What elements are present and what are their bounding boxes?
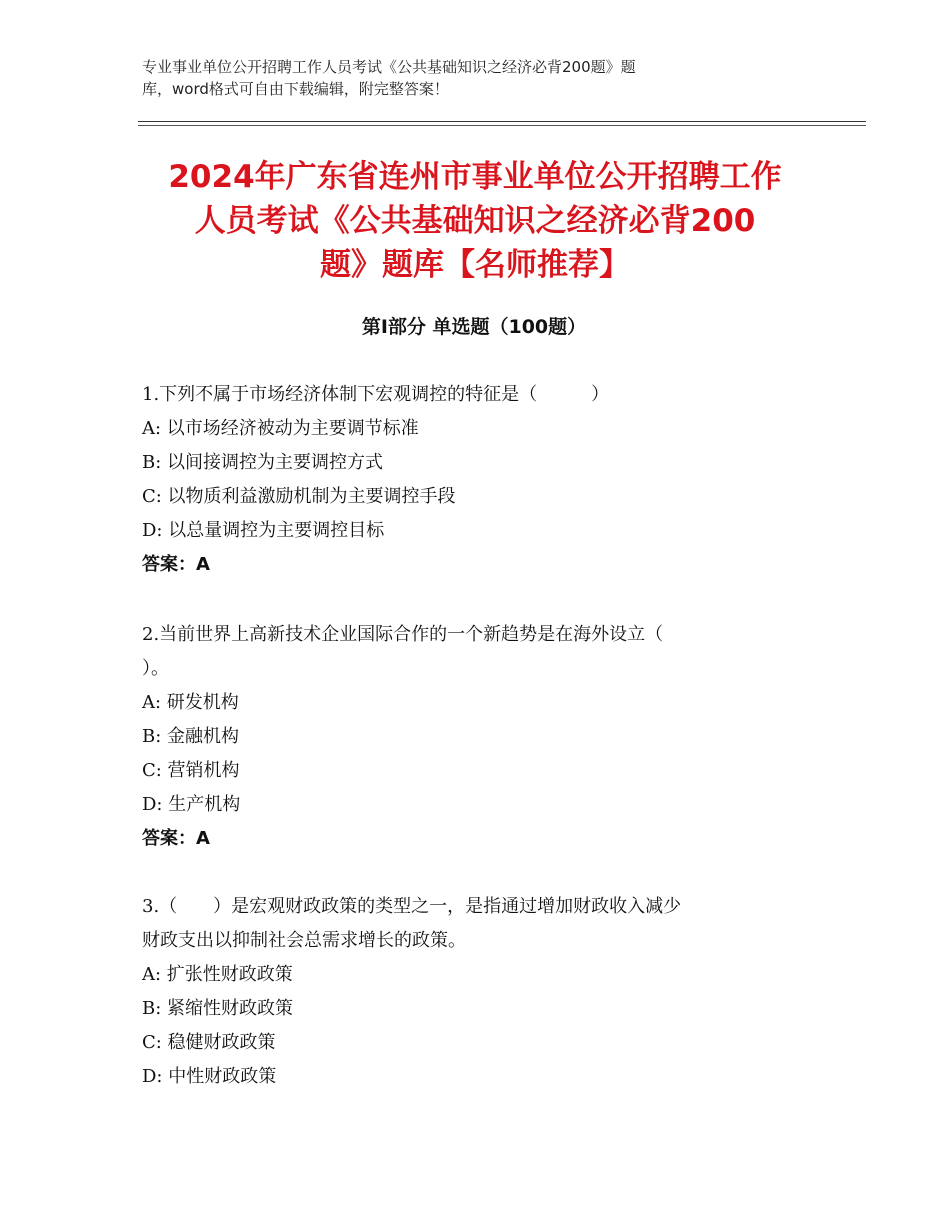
option-c: C: 营销机构 [142, 760, 240, 781]
option-c: C: 以物质利益激励机制为主要调控手段 [142, 486, 456, 507]
question-stem: 3.（ ）是宏观财政政策的类型之一，是指通过增加财政收入减少 [142, 896, 682, 917]
answer: 答案：A [142, 554, 210, 575]
question-3 [142, 890, 802, 1094]
option-b: B: 以间接调控为主要调控方式 [142, 452, 384, 473]
document-title [130, 155, 820, 287]
option-d: D: 以总量调控为主要调控目标 [142, 520, 385, 541]
option-a: A: 扩张性财政政策 [142, 964, 293, 985]
question-stem-continued: ）。 [142, 658, 169, 679]
question-stem: 1.下列不属于市场经济体制下宏观调控的特征是（ ） [142, 384, 610, 405]
header-line-2: 库，word格式可自由下载编辑，附完整答案！ [142, 80, 449, 98]
title-line-1: 2024年广东省连州市事业单位公开招聘工作 [168, 159, 782, 195]
title-line-3: 题》题库【名师推荐】 [320, 247, 630, 283]
question-stem: 2.当前世界上高新技术企业国际合作的一个新趋势是在海外设立（ [142, 624, 664, 645]
option-a: A: 以市场经济被动为主要调节标准 [142, 418, 419, 439]
header-note [142, 56, 782, 100]
question-stem-continued: 财政支出以抑制社会总需求增长的政策。 [142, 930, 466, 951]
question-1 [142, 378, 802, 582]
title-line-2: 人员考试《公共基础知识之经济必背200 [194, 203, 756, 239]
option-b: B: 金融机构 [142, 726, 240, 747]
answer: 答案：A [142, 828, 210, 849]
section-title: 第I部分 单选题（100题） [361, 316, 587, 338]
option-d: D: 中性财政政策 [142, 1066, 277, 1087]
header-rule-thick [138, 121, 866, 122]
header-line-1: 专业事业单位公开招聘工作人员考试《公共基础知识之经济必背200题》题 [142, 58, 636, 76]
option-a: A: 研发机构 [142, 692, 239, 713]
header-rule-thin [138, 125, 866, 126]
option-d: D: 生产机构 [142, 794, 241, 815]
question-2 [142, 618, 802, 856]
option-c: C: 稳健财政政策 [142, 1032, 276, 1053]
option-b: B: 紧缩性财政政策 [142, 998, 294, 1019]
